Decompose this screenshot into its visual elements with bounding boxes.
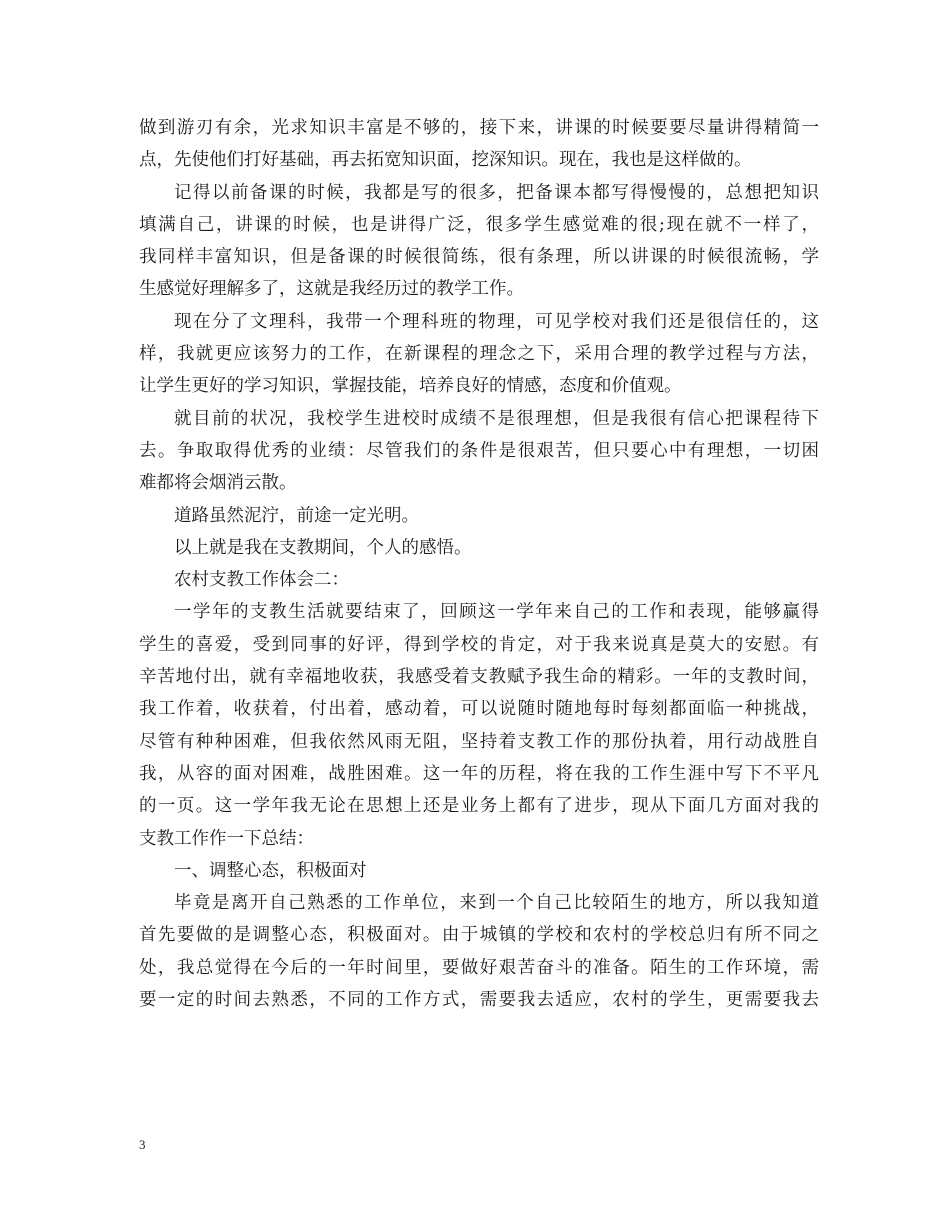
text-line: 样，我就更应该努力的工作，在新课程的理念之下，采用合理的教学过程与方法， [139,344,819,365]
text-line: 我同样丰富知识，但是备课的时候很简练，很有条理，所以讲课的时候很流畅，学 [139,247,819,268]
text-line: 以上就是我在支教期间，个人的感悟。 [174,537,472,558]
text-line: 一、调整心态，积极面对 [174,860,367,881]
document-body [139,112,819,1016]
text-line: 我工作着，收获着，付出着，感动着，可以说随时随地每时每刻都面临一种挑战， [139,699,819,720]
text-line: 让学生更好的学习知识，掌握技能，培养良好的情感，态度和价值观。 [139,376,682,397]
text-line: 处，我总觉得在今后的一年时间里，要做好艰苦奋斗的准备。陌生的工作环境，需 [139,957,819,978]
text-line: 就目前的状况，我校学生进校时成绩不是很理想，但是我很有信心把课程待下 [174,408,819,429]
text-line: 辛苦地付出，就有幸福地收获，我感受着支教赋予我生命的精彩。一年的支教时间， [139,667,819,688]
text-line: 去。争取取得优秀的业绩：尽管我们的条件是很艰苦，但只要心中有理想，一切困 [139,440,819,461]
text-line: 做到游刃有余，光求知识丰富是不够的，接下来，讲课的时候要要尽量讲得精简一 [139,118,819,138]
text-line: 道路虽然泥泞，前途一定光明。 [174,505,419,526]
text-line: 填满自己，讲课的时候，也是讲得广泛，很多学生感觉难的很;现在就不一样了， [139,214,819,235]
text-line: 我，从容的面对困难，战胜困难。这一年的历程，将在我的工作生涯中写下不平凡 [139,763,819,784]
text-line: 现在分了文理科，我带一个理科班的物理，可见学校对我们还是很信任的，这 [174,311,819,332]
text-line: 记得以前备课的时候，我都是写的很多，把备课本都写得慢慢的，总想把知识 [174,182,819,203]
text-line: 生感觉好理解多了，这就是我经历过的教学工作。 [139,279,524,300]
text-line: 支教工作作一下总结： [139,828,314,849]
text-line: 学生的喜爱，受到同事的好评，得到学校的肯定，对于我来说真是莫大的安慰。有 [139,634,819,655]
text-line: 难都将会烟消云散。 [139,473,297,494]
page-number: 3 [139,1137,146,1152]
text-line: 农村支教工作体会二： [174,570,349,591]
text-line: 一学年的支教生活就要结束了，回顾这一学年来自己的工作和表现，能够赢得 [174,602,819,623]
text-line: 的一页。这一学年我无论在思想上还是业务上都有了进步，现从下面几方面对我的 [139,796,819,817]
text-line: 要一定的时间去熟悉，不同的工作方式，需要我去适应，农村的学生，更需要我去 [139,990,819,1011]
text-line: 首先要做的是调整心态，积极面对。由于城镇的学校和农村的学校总归有所不同之 [139,925,819,946]
text-line: 毕竟是离开自己熟悉的工作单位，来到一个自己比较陌生的地方，所以我知道 [174,893,819,914]
text-line: 尽管有种种困难，但我依然风雨无阻，坚持着支教工作的那份执着，用行动战胜自 [139,731,819,752]
text-line: 点，先使他们打好基础，再去拓宽知识面，挖深知识。现在，我也是这样做的。 [139,150,752,171]
